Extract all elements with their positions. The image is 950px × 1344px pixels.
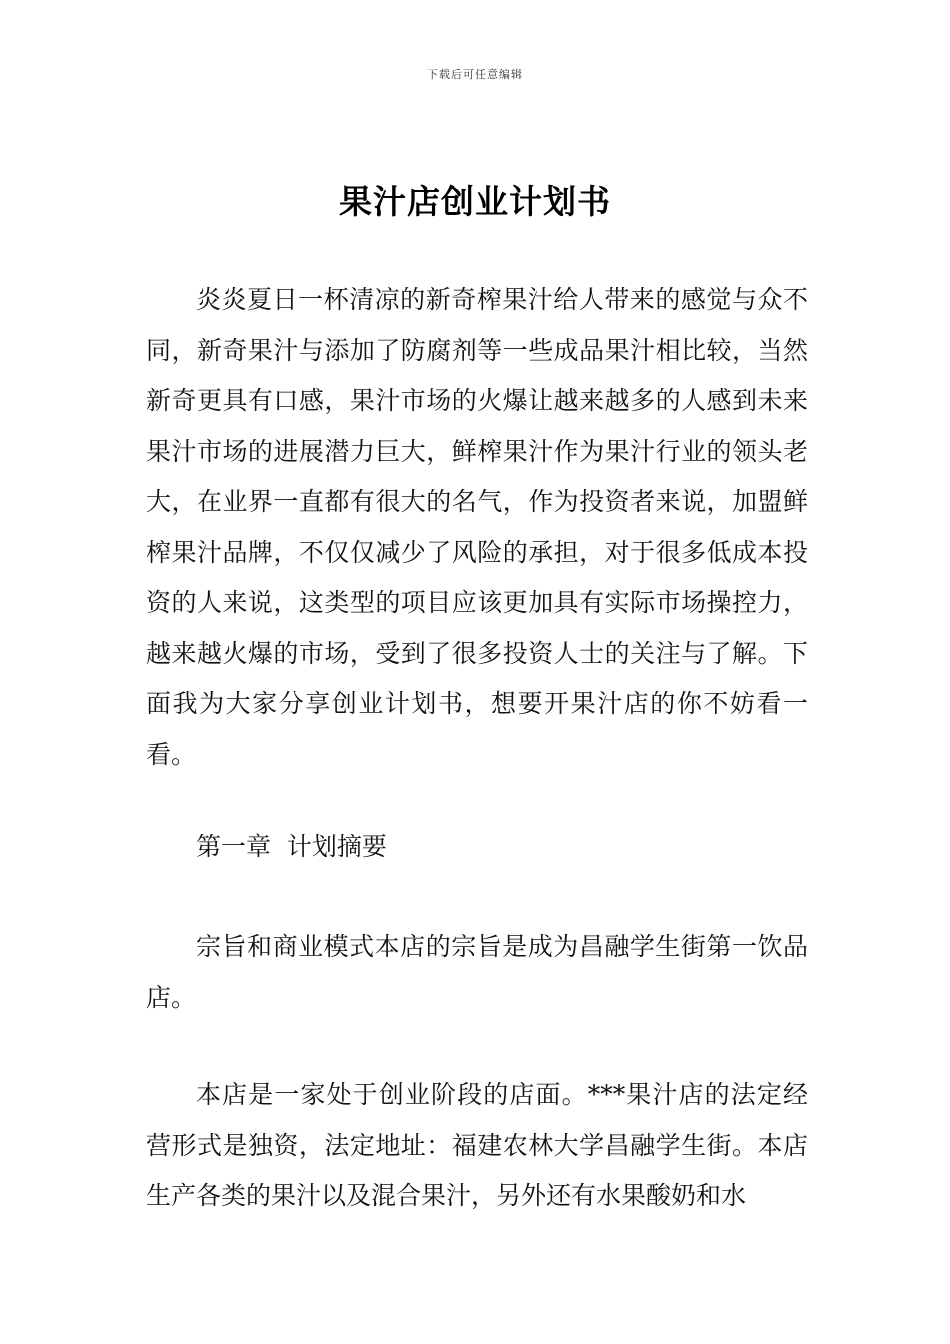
header-note: 下载后可任意编辑 bbox=[427, 68, 523, 81]
document-title: 果汁店创业计划书 bbox=[339, 182, 611, 221]
chapter-heading: 第一章 计划摘要 bbox=[196, 832, 387, 861]
store-description-paragraph: 本店是一家处于创业阶段的店面。***果汁店的法定经营形式是独资，法定地址：福建农林大学昌融学生街。本店生产各类的果汁以及混合果汁，另外还有水果酸奶和水 bbox=[146, 1080, 808, 1210]
purpose-paragraph: 宗旨和商业模式本店的宗旨是成为昌融学生街第一饮品店。 bbox=[146, 932, 808, 1012]
intro-paragraph: 炎炎夏日一杯清凉的新奇榨果汁给人带来的感觉与众不同，新奇果汁与添加了防腐剂等一些成品果汁相比较，当然新奇更具有口感，果汁市场的火爆让越来越多的人感到未来果汁市场的进展潜力巨大，鲜榨果汁作为果汁行业的领头老大，在业界一直都有很大的名气，作为投资者来说，加盟鲜榨果汁品牌，不仅仅减少了风险的承担，对于很多低成本投资的人来说，这类型的项目应该更加具有实际市场操控力，越来越火爆的市场，受到了很多投资人士的关注与了解。下面我为大家分享创业计划书，想要开果汁店的你不妨看一看。 bbox=[146, 285, 808, 769]
